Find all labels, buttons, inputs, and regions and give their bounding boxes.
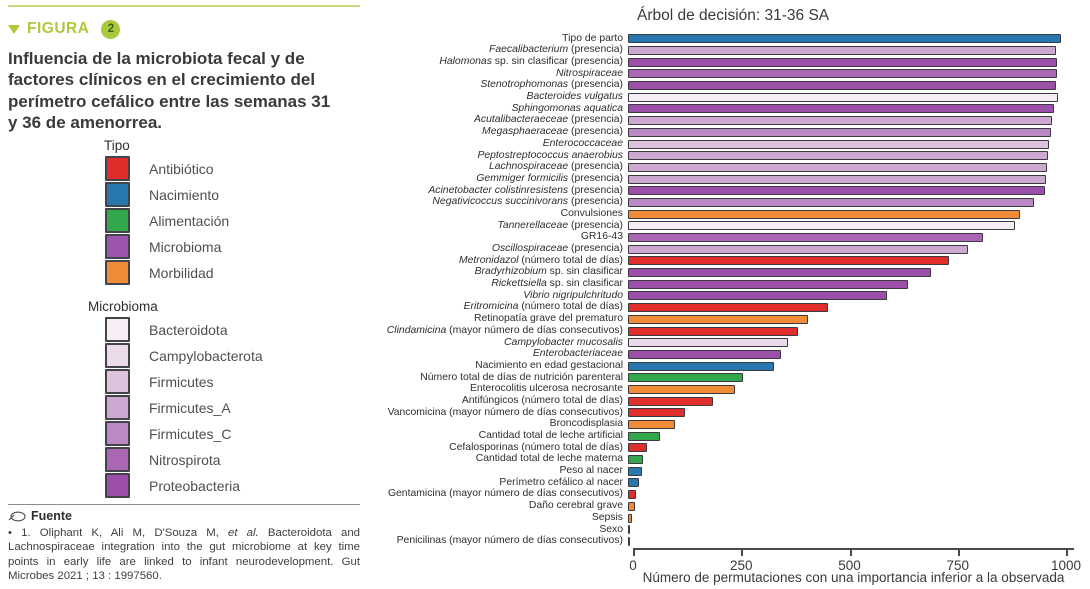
x-axis-label: Número de permutaciones con una importancia inferior a la observada (642, 570, 1065, 585)
x-axis-tick-label: 750 (946, 558, 970, 573)
legend-swatch (105, 369, 130, 394)
bar-label: Convulsiones (560, 207, 623, 219)
bar (628, 198, 1034, 207)
legend-microbioma (88, 299, 360, 499)
bar (628, 490, 636, 499)
bar-label: Clindamicina (mayor número de días consecutivos) (386, 324, 623, 336)
bar-label: Broncodisplasia (549, 418, 623, 430)
figure-title: Influencia de la microbiota fecal y de factores clínicos en el crecimiento del perímetro cefálico entre las semanas 31 y 36 de amenorrea. (8, 49, 331, 133)
chart-row (370, 501, 1082, 513)
footnote-ref-etal: et al. (228, 527, 259, 539)
bar-label: Campylobacter mucosalis (504, 336, 623, 348)
bar-label: Número total de días de nutrición parenteral (420, 371, 623, 383)
bar-label: Tannerellaceae (presencia) (497, 219, 623, 231)
chart-row (370, 465, 1082, 477)
bar-label: Acutalibacteraeceae (presencia) (473, 114, 623, 126)
legend-swatch (105, 260, 130, 285)
bar (628, 46, 1056, 55)
chart-row (370, 115, 1082, 127)
legend-tipo-heading: Tipo (104, 137, 130, 153)
legend-microbioma-item (105, 343, 360, 369)
bar (628, 116, 1052, 125)
bar-label: Enterobacteriaceae (532, 348, 623, 360)
chart-row (370, 314, 1082, 326)
chart-row (370, 91, 1082, 103)
bar (628, 221, 1015, 230)
bar (628, 478, 639, 487)
chart-row (370, 173, 1082, 185)
bar (628, 280, 908, 289)
chart-row (370, 80, 1082, 92)
legend-tipo-item (105, 260, 360, 286)
x-axis (629, 548, 1082, 573)
bar-label: Perímetro cefálico al nacer (499, 476, 623, 488)
chart-row (370, 290, 1082, 302)
chart-row (370, 524, 1082, 536)
x-axis-tick-label: 250 (729, 558, 753, 573)
chart-row (370, 162, 1082, 174)
bar (628, 93, 1058, 102)
bar (628, 256, 949, 265)
bar (628, 151, 1048, 160)
legend-swatch (105, 343, 130, 368)
legend-tipo-rows (105, 156, 360, 286)
chart-row (370, 138, 1082, 150)
legend-label: Microbioma (149, 238, 222, 255)
bar-label: Antifúngicos (número total de días) (461, 394, 623, 406)
legend-microbioma-item (105, 395, 360, 421)
bar (628, 408, 685, 417)
bar (628, 327, 798, 336)
chart-row (370, 395, 1082, 407)
chart-row (370, 325, 1082, 337)
chart-row (370, 220, 1082, 232)
source-footnote (8, 504, 360, 583)
bar-label: Gemmiger formicilis (presencia) (476, 172, 623, 184)
footnote-heading: Fuente (31, 509, 72, 523)
bar-label: Nitrospiraceae (556, 67, 623, 79)
chart-row (370, 442, 1082, 454)
chart-row (370, 208, 1082, 220)
chart-row (370, 185, 1082, 197)
chart-row (370, 337, 1082, 349)
chart-row (370, 33, 1082, 45)
chart-row (370, 68, 1082, 80)
footnote-divider (8, 504, 360, 505)
bar-label: Halomonas sp. sin clasificar (presencia) (439, 56, 623, 68)
bar (628, 350, 781, 359)
bar-label: Bradyrhizobium sp. sin clasificar (474, 266, 623, 278)
bar-label: Cantidad total de leche materna (475, 453, 623, 465)
bar-label: Enterocolitis ulcerosa necrosante (469, 383, 623, 395)
legend-microbioma-item (105, 447, 360, 473)
bar (628, 443, 647, 452)
chart-title: Árbol de decisión: 31-36 SA (637, 7, 830, 24)
footnote-ref-pre: • 1. Oliphant K, Ali M, D'Souza M, (8, 527, 229, 539)
bar (628, 233, 983, 242)
chart-row (370, 512, 1082, 524)
bar-label: Tipo de parto (562, 32, 623, 44)
bar-label: Daño cerebral grave (528, 500, 623, 512)
chart-row (370, 407, 1082, 419)
legend-swatch (105, 421, 130, 446)
bar-label: Stenotrophomonas (presencia) (480, 79, 623, 91)
bar-label: Sexo (599, 523, 623, 535)
legend-label: Nitrospirota (149, 451, 221, 468)
bar (628, 245, 968, 254)
legend-label: Morbilidad (149, 264, 214, 281)
bar (628, 502, 635, 511)
legend-swatch (105, 447, 130, 472)
legend-microbioma-item (105, 317, 360, 343)
bar (628, 467, 642, 476)
bar-label: Vancomicina (mayor número de días consecutivos) (387, 406, 623, 418)
chart-row (370, 103, 1082, 115)
legend-label: Alimentación (149, 212, 230, 229)
x-axis-tick (741, 550, 743, 556)
legend-microbioma-item (105, 421, 360, 447)
chart-rows (370, 33, 1082, 547)
bar-label: Metronidazol (número total de días) (458, 254, 623, 266)
figure-info-panel (8, 0, 360, 499)
decision-tree-bar-chart (370, 0, 1082, 589)
legend-swatch (105, 234, 130, 259)
legend-label: Firmicutes_A (149, 399, 231, 416)
chart-row (370, 430, 1082, 442)
chart-row (370, 419, 1082, 431)
bar (628, 385, 735, 394)
chart-row (370, 454, 1082, 466)
legend-label: Campylobacterota (149, 347, 263, 364)
chart-row (370, 536, 1082, 548)
legend-microbioma-item (105, 369, 360, 395)
top-accent-rule (8, 5, 360, 7)
bar-label: Faecalibacterium (presencia) (489, 44, 623, 56)
chart-row (370, 232, 1082, 244)
bar-label: Cefalosporinas (número total de días) (449, 441, 623, 453)
bar (628, 104, 1054, 113)
chart-row (370, 267, 1082, 279)
chart-row (370, 127, 1082, 139)
bar-label: Vibrio nigripulchritudo (523, 289, 623, 301)
bar-label: Cantidad total de leche artificial (478, 430, 623, 442)
bar (628, 210, 1020, 219)
footnote-header (8, 509, 360, 523)
bar-label: Penicilinas (mayor número de días consecutivos) (396, 535, 623, 547)
bar-label: Oscillospiraceae (presencia) (491, 243, 623, 255)
legend-tipo-item (105, 182, 360, 208)
bar-label: Peso al nacer (559, 465, 623, 477)
bar (628, 338, 788, 347)
chart-row (370, 243, 1082, 255)
chart-row (370, 150, 1082, 162)
bar (628, 128, 1051, 137)
chart-row (370, 56, 1082, 68)
x-axis-tick (633, 550, 635, 556)
chart-row (370, 349, 1082, 361)
x-axis-tick (958, 550, 960, 556)
bar-label: Enterococcaceae (542, 137, 623, 149)
bar (628, 420, 675, 429)
bar-label: Nacimiento en edad gestacional (475, 359, 623, 371)
legend-microbioma-heading: Microbioma (88, 298, 158, 314)
bar-label: Retinopatía grave del prematuro (473, 313, 623, 325)
bar-label: Sphingomonas aquatica (511, 102, 623, 114)
bar-label: GR16-43 (580, 231, 623, 243)
legend-label: Proteobacteria (149, 477, 241, 494)
bar-label: Negativicoccus succinivorans (presencia) (432, 196, 623, 208)
bar (628, 291, 887, 300)
chart-row (370, 45, 1082, 57)
bar (628, 525, 630, 534)
bar (628, 455, 643, 464)
legend-tipo-item (105, 208, 360, 234)
x-axis-tick-label: 0 (629, 558, 637, 573)
legend-tipo (88, 138, 360, 286)
legend-microbioma-rows (105, 317, 360, 499)
x-axis-tick (850, 550, 852, 556)
footnote-reference (8, 526, 360, 583)
figure-header (8, 19, 360, 39)
legend-swatch (105, 395, 130, 420)
legend-label: Antibiótico (149, 160, 214, 177)
bar-label: Megasphaeraceae (presencia) (482, 126, 623, 138)
legend-tipo-item (105, 156, 360, 182)
bar (628, 315, 808, 324)
chart-row (370, 278, 1082, 290)
bar-label: Acinetobacter colistinresistens (presencia) (428, 184, 623, 196)
x-axis-tick-label: 500 (838, 558, 861, 573)
bar-label: Gentamicina (mayor número de días consecutivos) (387, 488, 623, 500)
legend-label: Bacteroidota (149, 321, 228, 338)
bar (628, 81, 1056, 90)
bar (628, 140, 1049, 149)
bar-label: Rickettsiella sp. sin clasificar (491, 278, 623, 290)
legend-microbioma-item (105, 473, 360, 499)
chart-row (370, 372, 1082, 384)
chart-row (370, 384, 1082, 396)
legend-label: Firmicutes_C (149, 425, 232, 442)
bar-label: Sepsis (591, 511, 623, 523)
legend-swatch (105, 208, 130, 233)
bar (628, 186, 1045, 195)
bar (628, 303, 828, 312)
chart-row (370, 255, 1082, 267)
bar-label: Lachnospiraceae (presencia) (488, 161, 623, 173)
bar (628, 69, 1057, 78)
legend-tipo-item (105, 234, 360, 260)
footnote-ref-post: Bacteroidota and Lachnospiraceae integration into the gut microbiome at key time points in early life are linked to infant neurodevelopment. Gut Microbes 2021 ; 13 : 1997560. (8, 527, 361, 583)
bar (628, 34, 1061, 43)
legend-label: Firmicutes (149, 373, 214, 390)
legend-swatch (105, 317, 130, 342)
legend-swatch (105, 156, 130, 181)
chart-row (370, 477, 1082, 489)
chart-row (370, 489, 1082, 501)
chart-row (370, 197, 1082, 209)
bar (628, 268, 931, 277)
bar (628, 175, 1046, 184)
pen-icon (8, 511, 26, 522)
chart-row (370, 360, 1082, 372)
bar (628, 432, 660, 441)
bar (628, 373, 743, 382)
chart-row (370, 302, 1082, 314)
bar (628, 58, 1057, 67)
bar-label: Eritromicina (número total de días) (463, 301, 623, 313)
legend-swatch (105, 473, 130, 498)
legend-label: Nacimiento (149, 186, 220, 203)
bar-label: Peptostreptococcus anaerobius (477, 149, 623, 161)
figure-kicker: FIGURA (27, 20, 90, 37)
down-triangle-icon (8, 25, 20, 34)
legend-swatch (105, 182, 130, 207)
bar (628, 514, 632, 523)
x-axis-tick (1066, 550, 1068, 556)
bar (628, 537, 630, 546)
bar (628, 397, 713, 406)
bar (628, 362, 774, 371)
bar (628, 163, 1047, 172)
bar-label: Bacteroides vulgatus (526, 91, 623, 103)
figure-number-badge: 2 (101, 20, 120, 39)
x-axis-tick-label: 1000 (1050, 558, 1082, 573)
